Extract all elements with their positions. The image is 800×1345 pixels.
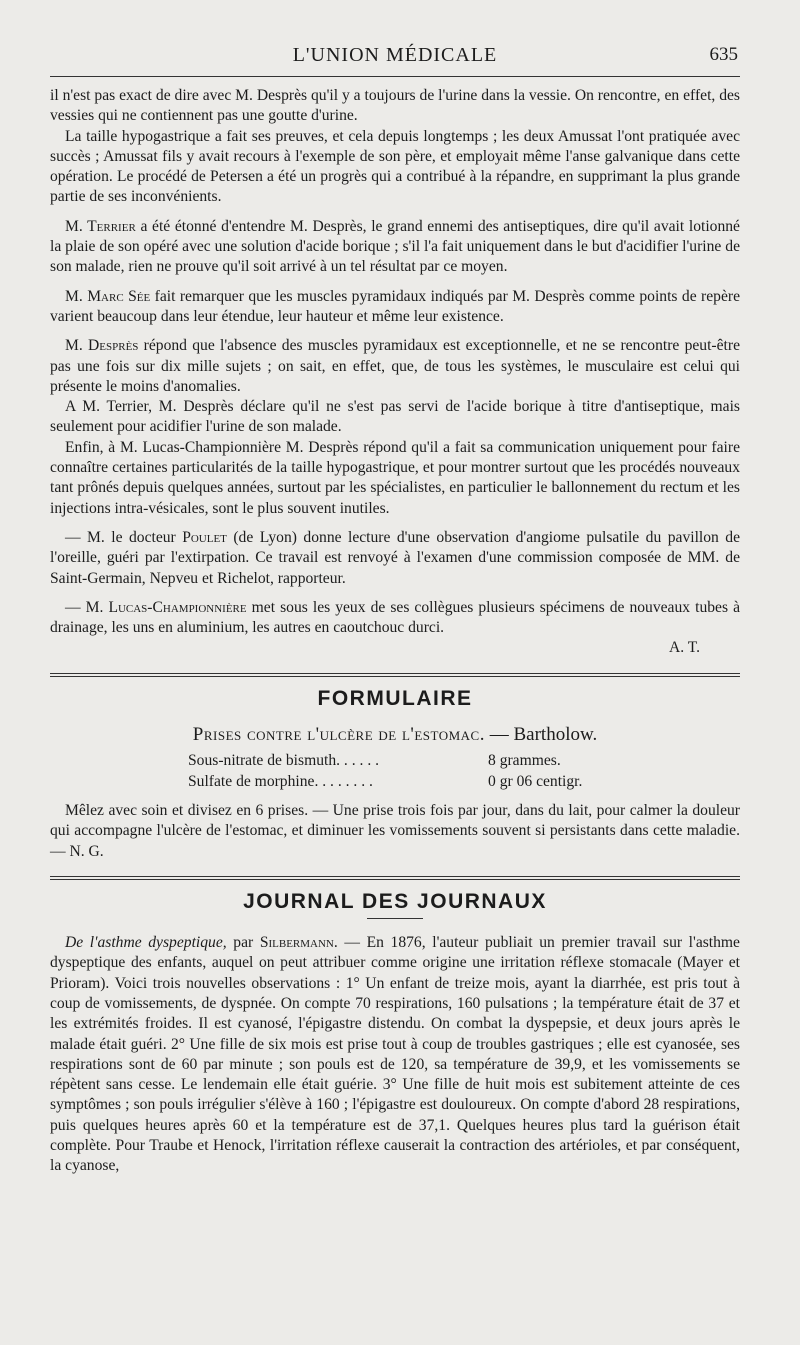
- ingredient-name: Sulfate de morphine. . . . . . . .: [188, 772, 373, 790]
- section-divider: [50, 673, 740, 677]
- paragraph-prefix: — M. le docteur: [65, 528, 183, 546]
- paragraph-text: fait remarquer que les muscles pyramidaux indiqués par M. Desprès comme points de repère varient beaucoup dans leur étendue, leur hauteur et même leur existence.: [50, 287, 741, 325]
- recipe-author: — Bartholow.: [484, 724, 598, 746]
- paragraph-text: répond que l'absence des muscles pyramidaux est exceptionnelle, et ne se rencontre peut-être pas une fois sur dix mille sujets ; on sait, en effet, que, de tous les systèmes, le musculaire est celui qui présente le moins d'anomalies.: [50, 337, 740, 395]
- section-divider: [50, 876, 740, 880]
- discussion-paragraph: [50, 217, 740, 278]
- discussion-paragraph: La taille hypogastrique a fait ses preuves, et cela depuis longtemps ; les deux Amussat l'ont pratiquée avec succès ; Amussat fils y avait recours à l'exemple de son père, et employait même l'anse galvanique dans cette opération. Le procédé de Petersen a été un progrès qui a contribué à la répandre, en supprimant la plus grande partie de ses inconvénients.: [50, 127, 740, 206]
- speaker-name: Poulet: [182, 528, 227, 546]
- discussion-paragraph: [50, 287, 740, 328]
- paragraph-text: met sous les yeux de ses collègues plusieurs spécimens de nouveaux tubes à drainage, les uns en aluminium, les autres en caoutchouc durci.: [50, 598, 740, 637]
- speaker-name: M. Desprès: [65, 337, 139, 355]
- article-title: De l'asthme dyspeptique,: [65, 934, 227, 952]
- paragraph-prefix: — M.: [65, 598, 109, 616]
- speaker-name: M. Marc Sée: [65, 287, 151, 305]
- ingredient-list: [188, 751, 648, 792]
- page-content: [50, 86, 740, 1177]
- paragraph-text: (de Lyon) donne lecture d'une observation d'angiome pulsatile du pavillon de l'oreille, guéri par l'extirpation. Ce travail est renvoyé à l'examen d'une commission composée de MM. de Saint-Germain, Nepveu et Richelot, rapporteur.: [50, 528, 740, 587]
- article-by: par: [226, 934, 260, 952]
- ingredient-name: Sous-nitrate de bismuth. . . . . .: [188, 752, 380, 770]
- title-underline: [367, 918, 423, 919]
- recipe-name: Prises contre l'ulcère de l'estomac.: [192, 724, 485, 746]
- discussion-paragraph: il n'est pas exact de dire avec M. Desprès qu'il y a toujours de l'urine dans la vessie. On rencontre, en effet, des vessies qui ne contiennent pas une goutte d'urine.: [50, 87, 740, 125]
- journal-article: [50, 933, 740, 1177]
- page-header: [50, 40, 740, 72]
- discussion-paragraph: Enfin, à M. Lucas-Championnière M. Desprès répond qu'il a fait sa communication uniquement pour faire connaître certaines particularités de la taille hypogastrique, et pour montrer surtout que les procédés nouveaux tant prônés depuis quelques années, surtout par les spécialistes, en particulier le ballonnement du rectum et les injections intra-vésicales, sont le plus souvent inutiles.: [50, 438, 740, 517]
- section-title: JOURNAL DES JOURNAUX: [243, 889, 547, 913]
- ingredient-quantity: 0 gr 06 centigr.: [488, 772, 583, 790]
- section-title: FORMULAIRE: [317, 686, 473, 710]
- ingredient-row: [188, 751, 648, 771]
- discussion-paragraph: [50, 336, 740, 397]
- page-number: 635: [709, 44, 738, 65]
- speaker-name: M. Terrier: [65, 217, 136, 235]
- paragraph-text: a été étonné d'entendre M. Desprès, le grand ennemi des antiseptiques, dire qu'il avait lotionné la plaie de son opéré avec une solution d'acide borique ; s'il l'a fait uniquement dans le but d'acidifier l'urine de son malade, rien ne prouve qu'il soit arrivé à un tel résultat par ce moyen.: [50, 217, 740, 276]
- speaker-name: Lucas-Championnière: [108, 598, 247, 616]
- signature: A. T.: [668, 639, 700, 657]
- recipe-instructions: Mêlez avec soin et divisez en 6 prises. — Une prise trois fois par jour, dans du lait, pour calmer la douleur qui accompagne l'ulcère de l'estomac, et diminuer les vomissements souvent si persistants dans cette maladie. — N. G.: [50, 801, 740, 860]
- running-title: L'UNION MÉDICALE: [292, 44, 498, 66]
- header-rule: [50, 76, 740, 77]
- ingredient-row: [188, 772, 648, 792]
- ingredient-quantity: 8 grammes.: [488, 752, 561, 770]
- discussion-paragraph: [50, 528, 740, 589]
- recipe-title: [50, 725, 740, 745]
- discussion-paragraph: A M. Terrier, M. Desprès déclare qu'il ne s'est pas servi de l'acide borique à titre d'antiseptique, mais seulement pour acidifier l'urine de son malade.: [50, 398, 740, 436]
- article-text: . — En 1876, l'auteur publiait un premier travail sur l'asthme dyspeptique des enfants, auquel on peut attribuer comme origine une irritation réflexe stomacale (Mayer et Prioram). Voici trois nouvelles observations : 1° Un enfant de treize mois, ayant la diarrhée, est pris tout à coup de vomissements, de dyspnée. On compte 70 respirations, 160 pulsations ; la température était de 37 et les extrémités froides. Il est cyanosé, l'épigastre distendu. On combat la dyspepsie, et deux jours après le malade était guéri. 2° Une fille de six mois est prise tout à coup de troubles gastriques ; elle est cyanosée, ses respirations sont de 60 par minute ; son pouls est de 120, sa température de 39,9, et les vomissements se répètent sans cesse. Le lendemain elle était guérie. 3° Une fille de huit mois est subitement atteinte de ces symptômes ; son pouls irrégulier s'élève à 160 ; l'épigastre est douloureux. On compte d'abord 28 respirations, puis quelques heures après 60 et la température est de 37,1. Quelques heures plus tard la guérison était complète. Pour Traube et Henock, l'irritation réflexe causerait la contraction des artérioles, et par conséquent, la cyanose,: [50, 934, 740, 1175]
- article-author: Silbermann: [259, 934, 334, 952]
- discussion-paragraph: [50, 598, 740, 639]
